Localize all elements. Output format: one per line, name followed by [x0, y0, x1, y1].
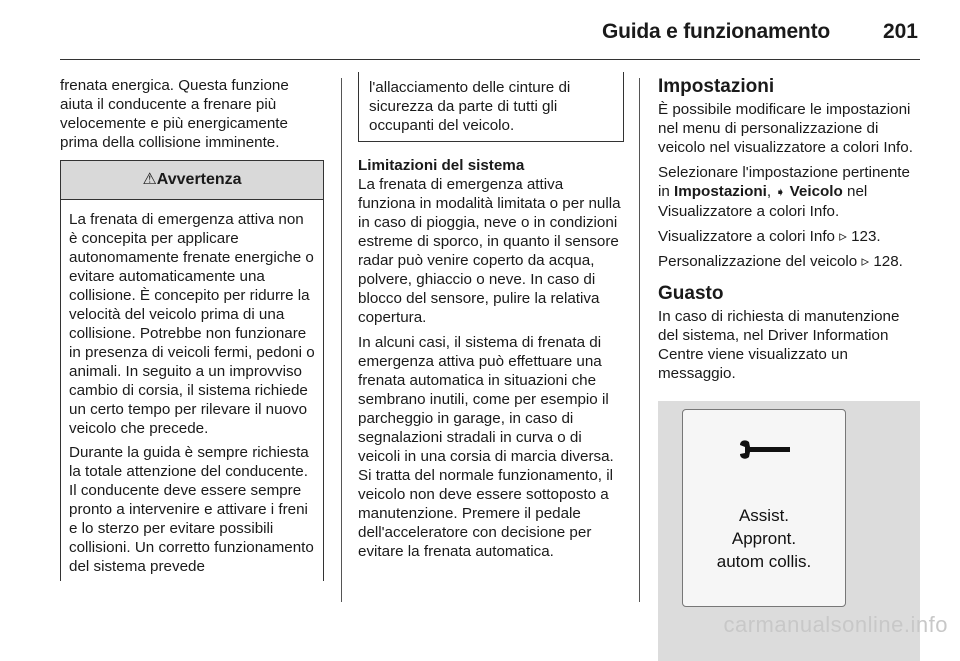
page-ref-icon: ▹ [861, 252, 870, 270]
column-2 [358, 74, 624, 567]
column-3 [658, 76, 920, 661]
warning-paragraph: La frenata di emergenza attiva non è concepita per applicare autonomamente frenate energiche o evitare automaticamente una collisione. È concepito per ridurre la velocità del veicolo prima di una collisione. Potrebbe non funzionare in presenza di veicoli fermi, pedoni o animali. In seguito a un improvviso cambio di corsia, il sistema richiede un certo tempo per rilevare il nuovo veicolo che precede. [69, 211, 315, 437]
cross-reference[interactable] [658, 252, 920, 271]
warning-paragraph: l'allacciamento delle cinture di sicurezza da parte di tutti gli occupanti del veicolo. [369, 79, 571, 134]
display-line: Appront. [731, 529, 797, 548]
warning-box [60, 160, 324, 581]
header-rule [60, 59, 920, 60]
watermark: carmanualsonline.info [723, 612, 948, 637]
warning-header [61, 161, 323, 200]
reference-text: Personalizzazione del veicolo [658, 253, 858, 270]
paragraph [658, 163, 920, 221]
section-heading: Guida e funzionamento [602, 20, 830, 43]
reference-page: 123. [851, 228, 881, 245]
warning-icon: ⚠ [142, 171, 157, 188]
column-1 [60, 76, 324, 581]
column-divider [341, 78, 342, 602]
paragraph: In caso di richiesta di manutenzione del sistema, nel Driver Information Centre viene visualizzato un messaggio. [658, 308, 900, 382]
warning-paragraph: Durante la guida è sempre richiesta la totale attenzione del conducente. Il conducente deve essere sempre pronto a intervenire e attivare i freni e lo sterzo per evitare possibili collisioni. Un corretto funzionamento del sistema prevede [69, 444, 314, 575]
paragraph: In alcuni casi, il sistema di frenata di emergenza attiva può effettuare una frenata automatica in situazioni che sembrano inutili, come per esempio il parcheggio in garage, in caso di segnalazioni stradali in curva o di veicoli in una corsia di marcia diversa. Si tratta del normale funzionamento, il veicolo non deve essere sottoposto a manutenzione. Premere il pedale dell'acceleratore con decisione per evitare la frenata automatica. [358, 334, 614, 560]
cross-reference[interactable] [658, 227, 920, 246]
text-run: , [766, 183, 776, 200]
dic-screen [682, 409, 846, 607]
arrow-icon: ➧ [775, 185, 786, 199]
intro-paragraph: frenata energica. Questa funzione aiuta il conducente a frenare più velocemente e più energicamente prima della collisione imminente. [60, 77, 289, 151]
text-run: nel Visualizzatore a colori Info. [658, 183, 868, 220]
subheading: Limitazioni del sistema [358, 157, 525, 174]
warning-title: Avvertenza [156, 171, 242, 188]
display-line: Assist. [738, 506, 790, 525]
paragraph: La frenata di emergenza attiva funziona in modalità limitata o per nulla in caso di pioggia, neve o in condizioni estreme di sporco, in quanto il sensore radar può venire coperto da acqua, polvere, ghiaccio o neve. In caso di blocco del sensore, pulire la relativa copertura. [358, 176, 621, 326]
text-run: Selezionare l'impostazione pertinente in [658, 164, 910, 200]
page-number: 201 [882, 20, 918, 43]
reference-page: 128. [873, 253, 903, 270]
page-ref-icon: ▹ [839, 227, 847, 245]
paragraph: È possibile modificare le impostazioni nel menu di personalizzazione di veicolo nel visualizzatore a colori Info. [658, 101, 913, 156]
display-line: autom collis. [716, 552, 812, 571]
wrench-icon [734, 436, 794, 466]
section-title: Impostazioni [658, 76, 775, 97]
warning-box-continued [358, 72, 624, 142]
menu-path-vehicle: Veicolo [785, 183, 843, 200]
section-title: Guasto [658, 283, 724, 304]
reference-text: Visualizzatore a colori Info [658, 228, 835, 245]
page-header [60, 0, 920, 58]
menu-path-settings: Impostazioni [674, 183, 767, 200]
column-divider [639, 78, 640, 602]
